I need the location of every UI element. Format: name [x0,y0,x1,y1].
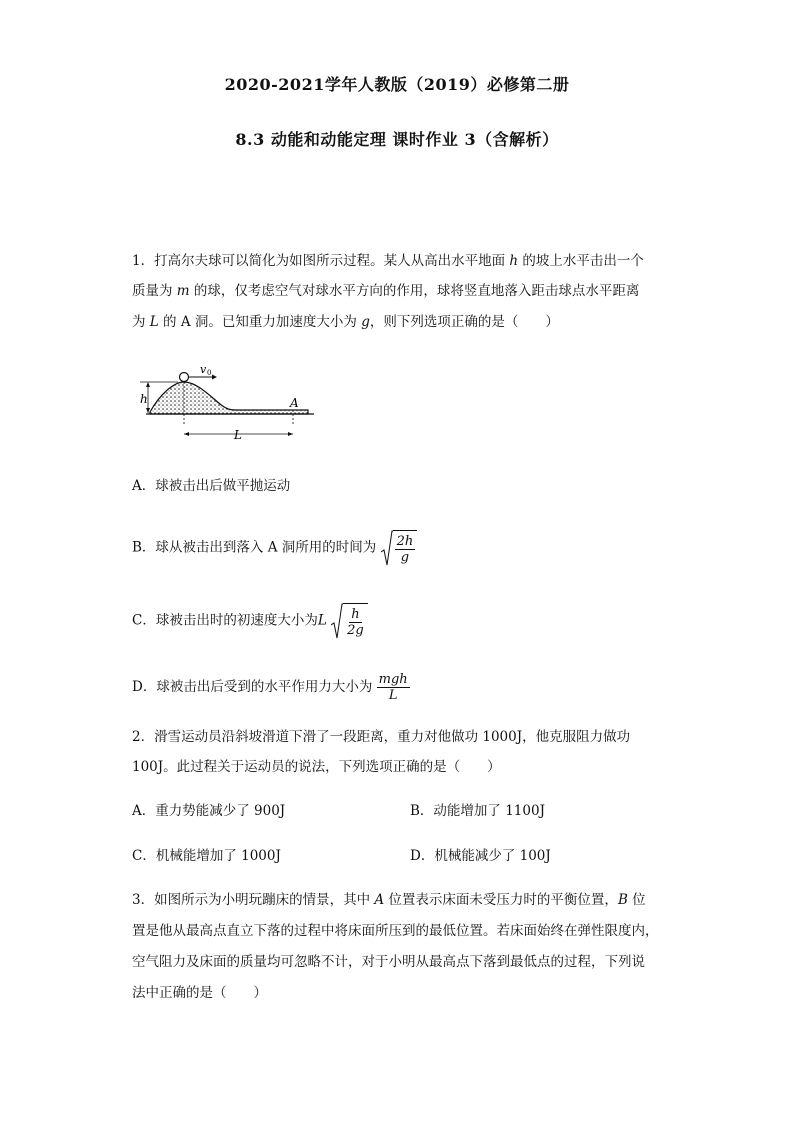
q3-text: 3．如图所示为小明玩蹦床的情景，其中 [132,892,375,908]
q2-option-c: C．机械能增加了 1000J [132,848,281,864]
q1-var-g: g [361,314,370,330]
q2-option-d: D．机械能减少了 100J [410,848,551,864]
q3-stem-line1 [132,890,646,910]
numerator: 2h [396,533,414,549]
denominator: g [400,549,410,565]
var-L: L [317,612,327,629]
fraction [395,534,416,565]
q1-option-c [132,603,368,639]
q3-var-A: A [374,892,385,908]
q2-option-a: A．重力势能减少了 900J [132,803,286,819]
q2-option-b: B．动能增加了 1100J [410,803,545,819]
golf-hill-diagram [138,364,320,446]
q1-option-a: A．球被击出后做平抛运动 [132,478,291,494]
q1-stem-line2 [132,281,639,301]
golf-ball [180,373,189,382]
label-L: L [234,428,242,442]
q1-text: 的 A 洞。已知重力加速度大小为 [158,314,362,330]
label-A: A [290,396,299,410]
q2-stem-line1: 2．滑雪运动员沿斜坡滑道下滑了一段距离，重力对他做功 1000J，他克服阻力做功 [132,729,631,745]
q3-stem-line4: 法中正确的是（ ） [132,985,267,1001]
q1-var-h: h [509,253,519,269]
label-v0-sub: 0 [207,369,212,377]
q1-option-b [132,530,417,566]
q1-var-L: L [149,314,159,330]
q3-stem-line2: 置是他从最高点直立下落的过程中将床面所压到的最低位置。若床面始终在弹性限度内， [132,923,659,939]
q3-stem-line3: 空气阻力及床面的质量均可忽略不计，对于小明从最高点下落到最低点的过程，下列说 [132,954,645,970]
q1-var-m: m [176,283,190,299]
sqrt-expression [331,603,368,639]
hill-shape [150,382,308,414]
q2-stem-line2: 100J。此过程关于运动员的说法，下列选项正确的是（ ） [132,759,501,775]
label-v0: v [200,364,207,376]
denominator: L [388,688,398,703]
document-title-line2: 8.3 动能和动能定理 课时作业 3（含解析） [235,130,559,149]
q1-text: 的球，仅考虑空气对球水平方向的作用，球将竖直地落入距击球点水平距离 [189,283,640,299]
q1-text: 为 [132,314,150,330]
q3-text: 位置表示床面未受压力时的平衡位置， [384,892,618,908]
label-h: h [140,392,148,406]
q1-stem-line1 [132,251,644,271]
option-b-text: B．球从被击出到落入 A 洞所用的时间为 [132,539,377,556]
q1-text: 1．打高尔夫球可以简化为如图所示过程。某人从高出水平地面 [132,253,510,269]
q1-stem-line3 [132,312,559,332]
numerator: mgh [378,672,408,687]
golf-hill-figure [138,364,320,446]
fraction [377,672,410,703]
q3-text: 位 [627,892,646,908]
numerator: h [351,606,360,622]
document-title-line1: 2020-2021学年人教版（2019）必修第二册 [224,75,570,94]
q1-text: ，则下列选项正确的是（ ） [369,314,559,330]
q1-option-d [132,670,410,704]
q1-text: 的坡上水平击出一个 [518,253,644,269]
option-c-text: C．球被击出时的初速度大小为 [132,612,318,629]
q1-text: 质量为 [132,283,177,299]
sqrt-expression [381,530,418,566]
q3-var-B: B [617,892,628,908]
option-d-text: D．球被击出后受到的水平作用力大小为 [132,679,373,695]
denominator: 2g [347,622,364,638]
fraction [345,607,366,638]
